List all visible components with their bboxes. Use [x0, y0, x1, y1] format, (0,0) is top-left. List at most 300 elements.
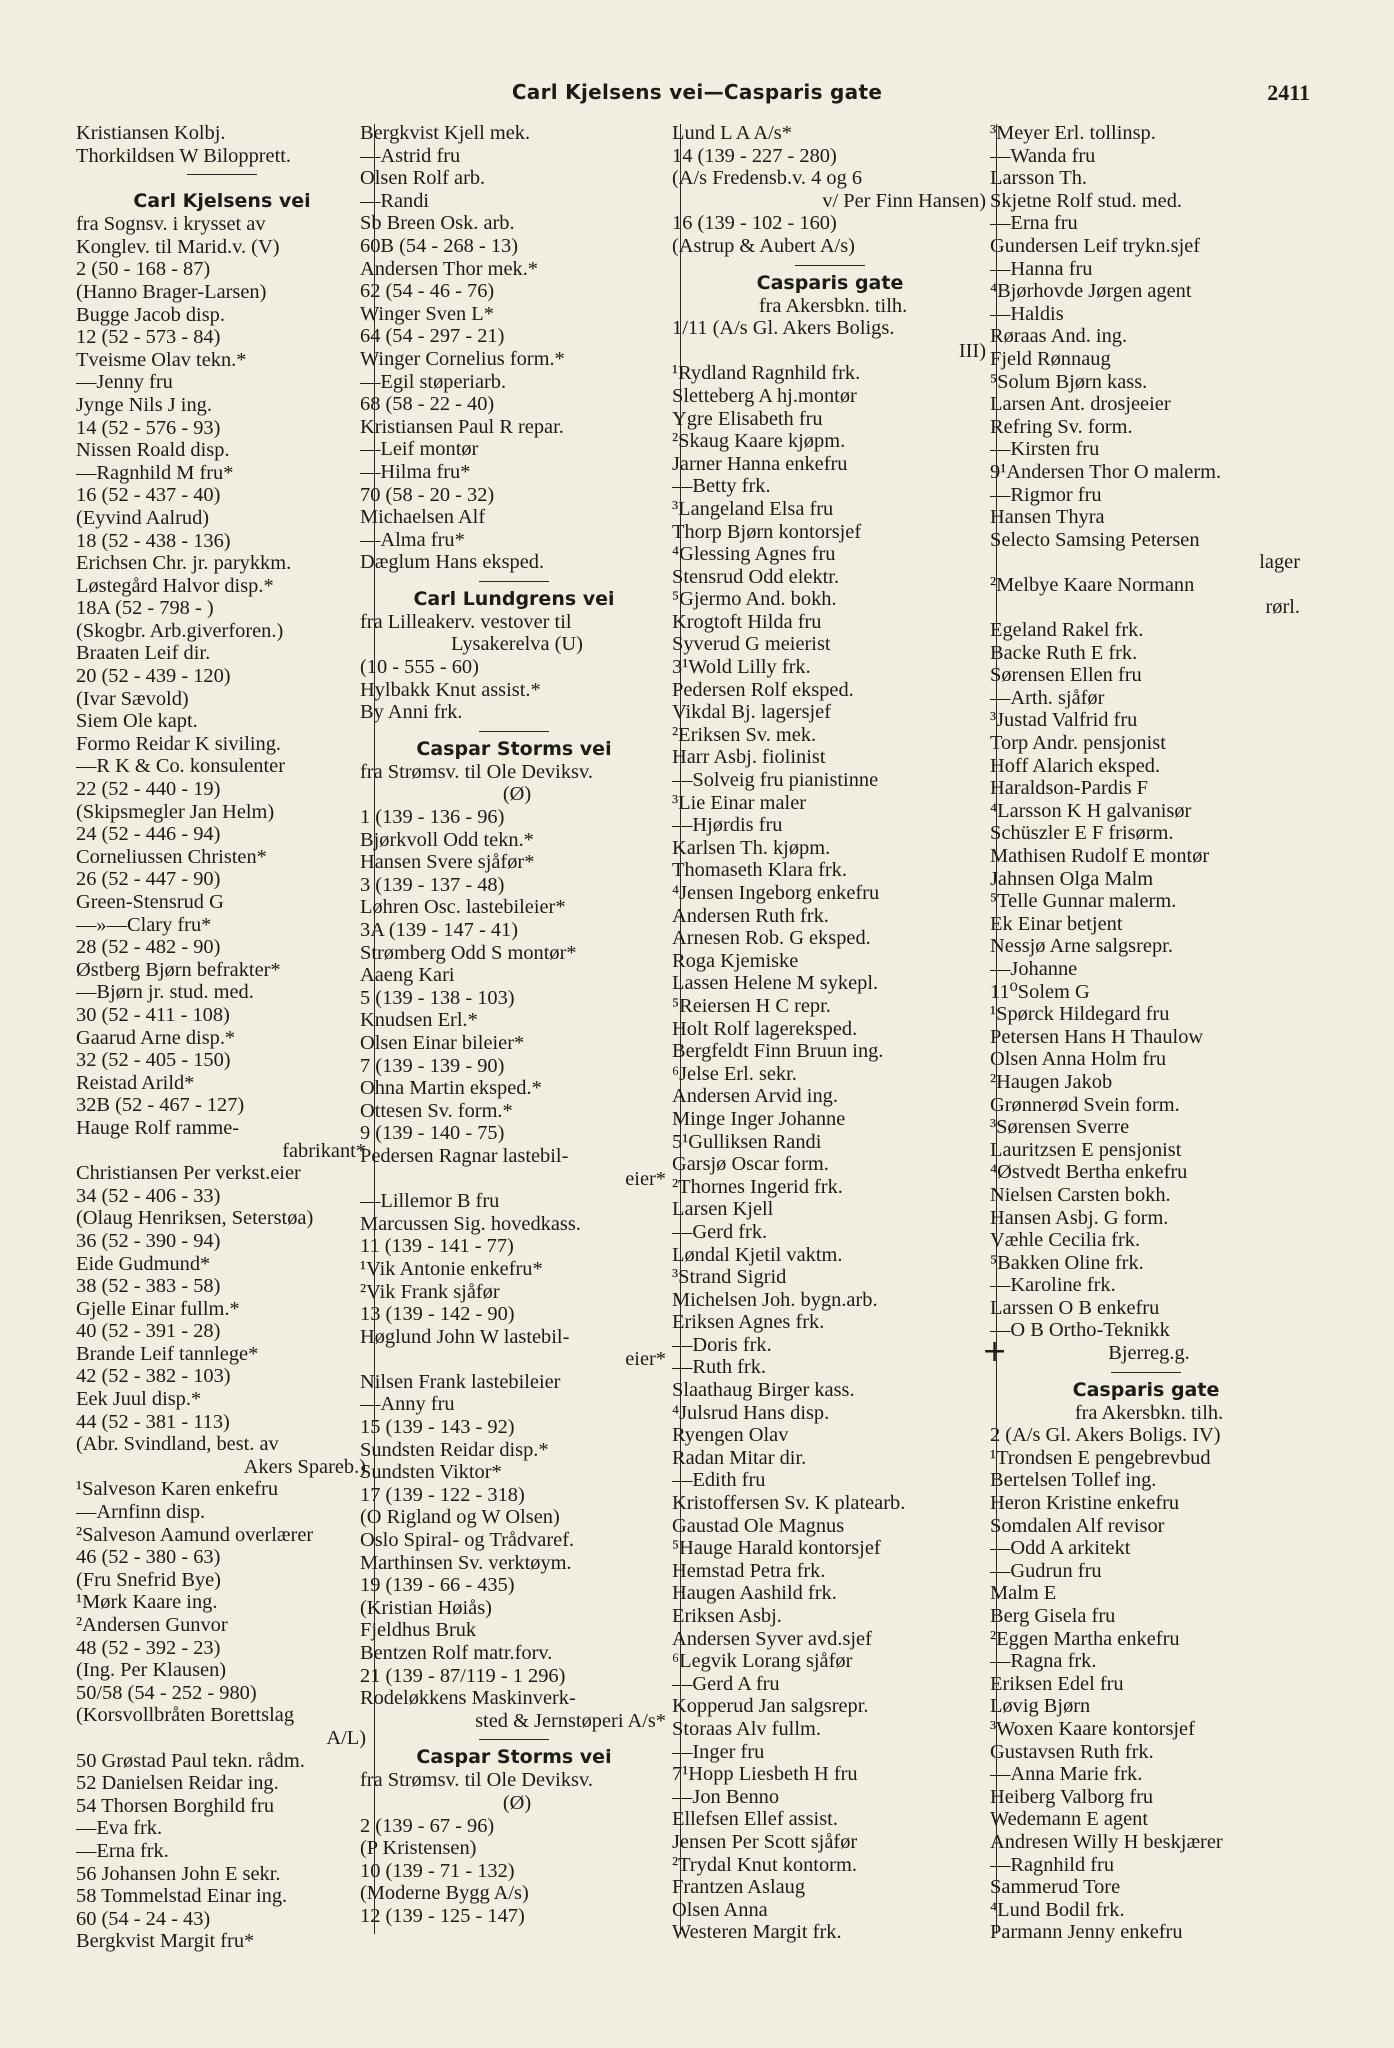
directory-entry: 2 (50 - 168 - 87) [76, 258, 211, 281]
directory-entry: ¹Spørck Hildegard fru [990, 1003, 1170, 1026]
directory-entry: Bentzen Rolf matr.forv. [360, 1642, 553, 1664]
directory-entry: 48 (52 - 392 - 23) [76, 1636, 221, 1659]
directory-entry: Ohna Martin eksped.* [360, 1077, 542, 1100]
directory-entry: 54 Thorsen Borghild fru [76, 1794, 275, 1817]
directory-entry: 62 (54 - 46 - 76) [360, 280, 495, 303]
directory-entry: 18A (52 - 798 - ) [76, 597, 214, 620]
directory-entry: (Korsvollbråten Borettslag [76, 1704, 295, 1727]
directory-entry: —Gerd frk. [672, 1220, 768, 1243]
directory-entry: ²Trydal Knut kontorm. [672, 1853, 857, 1876]
directory-entry: Hemstad Petra frk. [672, 1559, 826, 1582]
directory-entry: Strømberg Odd S montør* [360, 941, 577, 964]
directory-entry: Lassen Helene M sykepl. [672, 972, 879, 995]
directory-entry: eier* [625, 1348, 666, 1371]
directory-entry: Thomaseth Klara frk. [672, 859, 847, 882]
directory-entry: —Ragnhild M fru* [76, 461, 234, 484]
directory-entry: —Arth. sjåfør [990, 686, 1105, 709]
directory-entry: Grønnerød Svein form. [990, 1093, 1180, 1116]
directory-entry: —Gudrun fru [990, 1559, 1102, 1582]
directory-entry: —Hilma fru* [360, 460, 471, 483]
directory-entry: Syverud G meierist [672, 633, 831, 656]
directory-entry: ¹Vik Antonie enkefru* [360, 1257, 543, 1280]
directory-entry: 11 (139 - 141 - 77) [360, 1235, 514, 1258]
directory-entry: Skjetne Rolf stud. med. [990, 189, 1182, 212]
directory-entry: fabrikant* [282, 1139, 366, 1162]
directory-entry: (Astrup & Aubert A/s) [672, 234, 855, 257]
directory-entry: Konglev. til Marid.v. (V) [76, 235, 280, 258]
directory-entry: ²Eggen Martha enkefru [990, 1627, 1180, 1650]
directory-entry: Wedemann E agent [990, 1808, 1149, 1831]
page-number: 2411 [1267, 80, 1310, 105]
directory-entry: Væhle Cecilia frk. [990, 1229, 1141, 1252]
directory-entry: Lund L A A/s* [672, 122, 792, 144]
running-head [0, 78, 1394, 112]
directory-entry: 5 (139 - 138 - 103) [360, 986, 515, 1009]
directory-entry: —Lillemor B fru [360, 1190, 500, 1213]
directory-entry: 1/11 (A/s Gl. Akers Boligs. [672, 317, 895, 340]
directory-entry: Lauritzsen E pensjonist [990, 1138, 1182, 1161]
directory-entry: lager [1259, 551, 1300, 574]
directory-entry: Vikdal Bj. lagersjef [672, 701, 832, 724]
directory-entry: Olsen Anna Holm fru [990, 1048, 1167, 1071]
directory-entry: 38 (52 - 383 - 58) [76, 1275, 221, 1298]
directory-entry: Thorkildsen W Bilopprett. [76, 144, 292, 167]
directory-entry: Bjørkvoll Odd tekn.* [360, 828, 534, 851]
directory-entry: Hansen Thyra [990, 506, 1105, 529]
directory-entry: 34 (52 - 406 - 33) [76, 1184, 221, 1207]
directory-entry: Heron Kristine enkefru [990, 1492, 1180, 1515]
directory-entry: fra Sognsv. i krysset av [76, 213, 266, 236]
section-divider [187, 174, 257, 175]
directory-entry: ²Melbye Kaare Normann [990, 573, 1195, 596]
directory-entry: Winger Sven L* [360, 302, 494, 325]
directory-entry: ⁴Lund Bodil frk. [990, 1898, 1125, 1921]
directory-entry: —Solveig fru pianistinne [672, 769, 879, 792]
directory-entry: Haraldson-Pardis F [990, 777, 1149, 800]
directory-entry: Marthinsen Sv. verktøym. [360, 1551, 572, 1574]
directory-entry: 46 (52 - 380 - 63) [76, 1546, 221, 1569]
directory-entry: A/L) [326, 1726, 366, 1749]
directory-entry: 58 Tommelstad Einar ing. [76, 1885, 288, 1908]
directory-entry: Kopperud Jan salgsrepr. [672, 1695, 869, 1718]
directory-entry: —Anny fru [360, 1393, 455, 1416]
directory-entry: Petersen Hans H Thaulow [990, 1025, 1204, 1048]
directory-entry: 14 (52 - 576 - 93) [76, 416, 221, 439]
section-divider [479, 1739, 549, 1740]
directory-entry: —Hjørdis fru [672, 814, 783, 837]
directory-entry: —Ruth frk. [672, 1356, 767, 1379]
directory-entry: ²Vik Frank sjåfør [360, 1280, 500, 1303]
directory-entry: v/ Per Finn Hansen) [822, 189, 986, 212]
directory-entry: ¹Mørk Kaare ing. [76, 1591, 218, 1614]
directory-entry: Dæglum Hans eksped. [360, 551, 545, 574]
directory-entry: Gaarud Arne disp.* [76, 1026, 236, 1049]
directory-entry: Braaten Leif dir. [76, 642, 211, 665]
directory-entry: 52 Danielsen Reidar ing. [76, 1772, 279, 1795]
directory-entry: 21 (139 - 87/119 - 1 296) [360, 1664, 566, 1687]
directory-entry: —Eva frk. [76, 1817, 163, 1840]
directory-entry: 12 (139 - 125 - 147) [360, 1904, 525, 1927]
directory-entry: 32 (52 - 405 - 150) [76, 1049, 231, 1072]
directory-entry: —Erna fru [990, 212, 1078, 235]
directory-entry: —Leif montør [360, 438, 479, 461]
directory-entry: 14 (139 - 227 - 280) [672, 144, 837, 167]
directory-entry: Somdalen Alf revisor [990, 1514, 1165, 1537]
directory-entry: 18 (52 - 438 - 136) [76, 529, 231, 552]
directory-entry: ³Lie Einar maler [672, 791, 807, 814]
directory-entry: Eek Juul disp.* [76, 1388, 202, 1411]
directory-entry: 19 (139 - 66 - 435) [360, 1574, 515, 1597]
directory-entry: Løstegård Halvor disp.* [76, 574, 274, 597]
directory-entry: (Ivar Sævold) [76, 687, 189, 710]
directory-entry: 28 (52 - 482 - 90) [76, 936, 221, 959]
directory-entry: 16 (52 - 437 - 40) [76, 484, 221, 507]
directory-entry: Larsson Th. [990, 167, 1088, 190]
directory-entry: (P Kristensen) [360, 1837, 477, 1860]
directory-entry: Reistad Arild* [76, 1071, 195, 1094]
directory-entry: Kristoffersen Sv. K platearb. [672, 1492, 906, 1515]
directory-entry: Høglund John W lastebil- [360, 1325, 570, 1348]
directory-entry: —Gerd A fru [672, 1672, 780, 1695]
directory-entry: eier* [625, 1167, 666, 1190]
directory-entry: Slaathaug Birger kass. [672, 1379, 855, 1402]
directory-entry: Thorp Bjørn kontorsjef [672, 520, 862, 543]
directory-entry: Storaas Alv fullm. [672, 1717, 821, 1740]
directory-entry: Østberg Bjørn befrakter* [76, 958, 281, 981]
directory-entry: (Olaug Henriksen, Seterstøa) [76, 1207, 314, 1230]
directory-entry: Brande Leif tannlege* [76, 1342, 259, 1365]
directory-entry: Ottesen Sv. form.* [360, 1099, 513, 1122]
directory-entry: 7 (139 - 139 - 90) [360, 1054, 505, 1077]
directory-entry: Løhren Osc. lastebileier* [360, 896, 566, 919]
directory-entry: (Abr. Svindland, best. av [76, 1433, 279, 1456]
directory-entry: —Rigmor fru [990, 483, 1102, 506]
directory-entry: (Ø) [502, 1791, 532, 1814]
directory-entry: 60 (54 - 24 - 43) [76, 1907, 211, 1930]
directory-entry: Marcussen Sig. hovedkass. [360, 1212, 581, 1235]
directory-entry: 11⁰Solem G [990, 980, 1090, 1003]
directory-entry: 22 (52 - 440 - 19) [76, 778, 221, 801]
directory-entry: Larsen Ant. drosjeeier [990, 393, 1171, 416]
directory-entry: 3 (139 - 137 - 48) [360, 873, 505, 896]
directory-entry: Jahnsen Olga Malm [990, 867, 1154, 890]
directory-entry: Bergkvist Margit fru* [76, 1930, 255, 1953]
directory-entry: Andersen Syver avd.sjef [672, 1627, 872, 1650]
directory-entry: ⁴Larsson K H galvanisør [990, 799, 1192, 822]
directory-entry: 7¹Hopp Liesbeth H fru [672, 1763, 858, 1786]
directory-entry: ⁶Legvik Lorang sjåfør [672, 1650, 853, 1673]
directory-entry: (Skipsmegler Jan Helm) [76, 800, 275, 823]
directory-entry: Gustavsen Ruth frk. [990, 1740, 1154, 1763]
directory-entry: Pedersen Rolf eksped. [672, 678, 854, 701]
directory-entry: —Wanda fru [990, 144, 1096, 167]
directory-entry: Løndal Kjetil vaktm. [672, 1243, 843, 1266]
directory-entry: ¹Salveson Karen enkefru [76, 1478, 279, 1501]
directory-entry: —Betty frk. [672, 475, 771, 498]
directory-entry: 12 (52 - 573 - 84) [76, 326, 221, 349]
directory-entry: Larsen Kjell [672, 1198, 774, 1221]
directory-entry: (A/s Fredensb.v. 4 og 6 [672, 167, 863, 190]
directory-entry: 16 (139 - 102 - 160) [672, 212, 837, 235]
directory-entry: 5¹Gulliksen Randi [672, 1130, 822, 1153]
directory-entry: Olsen Rolf arb. [360, 167, 486, 190]
directory-entry: Formo Reidar K siviling. [76, 732, 282, 755]
directory-entry: Hansen Asbj. G form. [990, 1206, 1169, 1229]
directory-entry: Rodeløkkens Maskinverk- [360, 1687, 576, 1710]
directory-entry: Westeren Margit frk. [672, 1921, 842, 1944]
directory-entry: Ygre Elisabeth fru [672, 407, 823, 430]
directory-entry: Jarner Hanna enkefru [672, 452, 848, 475]
directory-entry: ⁵Hauge Harald kontorsjef [672, 1537, 881, 1560]
directory-entry: Jensen Per Scott sjåfør [672, 1830, 858, 1853]
directory-entry: Eriksen Asbj. [672, 1605, 782, 1627]
directory-entry: Haugen Aashild frk. [672, 1582, 837, 1605]
directory-entry: 56 Johansen John E sekr. [76, 1862, 281, 1885]
directory-entry: Winger Cornelius form.* [360, 347, 565, 370]
directory-entry: Bertelsen Tollef ing. [990, 1469, 1157, 1492]
directory-entry: 44 (52 - 381 - 113) [76, 1410, 230, 1433]
directory-entry: ²Salveson Aamund overlærer [76, 1523, 314, 1546]
directory-entry: fra Akersbkn. tilh. [758, 294, 908, 317]
directory-entry: 40 (52 - 391 - 28) [76, 1320, 221, 1343]
directory-entry: Malm E [990, 1582, 1057, 1605]
directory-entry: —Inger fru [672, 1740, 765, 1763]
directory-entry: 70 (58 - 20 - 32) [360, 483, 495, 506]
directory-entry: (Eyvind Aalrud) [76, 506, 210, 529]
directory-entry: Gundersen Leif trykn.sjef [990, 234, 1201, 257]
directory-entry: 50/58 (54 - 252 - 980) [76, 1681, 257, 1704]
directory-entry: Corneliussen Christen* [76, 845, 267, 868]
directory-entry: —Kirsten fru [990, 438, 1100, 461]
directory-entry: —R K & Co. konsulenter [76, 755, 285, 778]
section-divider [1111, 1372, 1181, 1373]
directory-entry: Sørensen Ellen fru [990, 664, 1142, 687]
directory-entry: Olsen Einar bileier* [360, 1031, 525, 1054]
directory-entry: ³Woxen Kaare kontorsjef [990, 1717, 1195, 1740]
directory-entry: 32B (52 - 467 - 127) [76, 1094, 245, 1117]
directory-entry: Kristiansen Paul R repar. [360, 415, 564, 438]
directory-entry: 68 (58 - 22 - 40) [360, 393, 495, 416]
directory-entry: Hylbakk Knut assist.* [360, 678, 541, 701]
directory-entry: Roga Kjemiske [672, 949, 799, 972]
page-title: Carl Kjelsens vei—Casparis gate [511, 80, 883, 104]
directory-entry: Nissen Roald disp. [76, 439, 230, 462]
section-divider [795, 265, 865, 266]
directory-entry: Bjerreg.g. [1108, 1342, 1190, 1365]
directory-entry: ³Justad Valfrid fru [990, 709, 1138, 732]
directory-entry: —Hanna fru [990, 257, 1093, 280]
directory-entry: 3¹Wold Lilly frk. [672, 656, 811, 679]
directory-entry: Siem Ole kapt. [76, 710, 198, 733]
directory-entry: —Haldis [990, 302, 1064, 325]
directory-entry: Larssen O B enkefru [990, 1296, 1160, 1319]
directory-entry: ³Strand Sigrid [672, 1266, 787, 1289]
street-heading: Casparis gate [756, 271, 904, 294]
directory-entry: Eriksen Agnes frk. [672, 1311, 825, 1334]
directory-entry: —Astrid fru [360, 144, 461, 167]
directory-entry: ²Thornes Ingerid frk. [672, 1175, 843, 1198]
directory-entry: ²Andersen Gunvor [76, 1614, 228, 1636]
directory-entry: ⁴Jensen Ingeborg enkefru [672, 882, 880, 904]
directory-entry: Christiansen Per verkst.eier [76, 1162, 301, 1185]
directory-entry: Fjeld Rønnaug [990, 347, 1111, 370]
directory-entry: 42 (52 - 382 - 103) [76, 1365, 231, 1388]
directory-entry: Refring Sv. form. [990, 415, 1133, 438]
directory-entry: ⁶Jelse Erl. sekr. [672, 1062, 797, 1085]
directory-entry: Fjeldhus Bruk [360, 1619, 477, 1642]
directory-entry: (Kristian Høiås) [360, 1596, 492, 1619]
directory-entry: Oslo Spiral- og Trådvaref. [360, 1529, 575, 1552]
directory-entry: (10 - 555 - 60) [360, 656, 479, 679]
directory-entry: Sammerud Tore [990, 1876, 1121, 1899]
directory-entry: Bugge Jacob disp. [76, 303, 225, 326]
directory-entry: Berg Gisela fru [990, 1605, 1116, 1627]
directory-entry: Knudsen Erl.* [360, 1009, 478, 1032]
directory-entry: 26 (52 - 447 - 90) [76, 868, 221, 891]
directory-entry: —Ragna frk. [990, 1650, 1097, 1673]
directory-entry: Gjelle Einar fullm.* [76, 1297, 240, 1320]
directory-entry: ⁵Gjermo And. bokh. [672, 588, 837, 611]
directory-entry: Holt Rolf lagereksped. [672, 1017, 858, 1040]
directory-entry: —Randi [360, 189, 430, 212]
directory-entry: Parmann Jenny enkefru [990, 1921, 1183, 1944]
directory-entry: —Edith fru [672, 1469, 766, 1492]
directory-entry: —Johanne [990, 957, 1078, 980]
directory-entry: 24 (52 - 446 - 94) [76, 823, 221, 846]
directory-entry: Røraas And. ing. [990, 325, 1128, 348]
directory-entry: Michaelsen Alf [360, 506, 486, 529]
directory-entry: ¹Trondsen E pengebrevbud [990, 1446, 1211, 1469]
directory-entry: ⁵Telle Gunnar malerm. [990, 890, 1177, 913]
directory-entry: Harr Asbj. fiolinist [672, 746, 826, 769]
directory-entry: (Skogbr. Arb.giverforen.) [76, 619, 284, 642]
directory-entry: (Moderne Bygg A/s) [360, 1882, 529, 1905]
directory-entry: 13 (139 - 142 - 90) [360, 1303, 515, 1326]
directory-entry: Backe Ruth E frk. [990, 641, 1138, 664]
directory-entry: 64 (54 - 297 - 21) [360, 325, 505, 348]
directory-entry: Eriksen Edel fru [990, 1672, 1124, 1695]
directory-entry: —O B Ortho-Teknikk [990, 1319, 1170, 1342]
directory-entry: ³Langeland Elsa fru [672, 497, 834, 520]
directory-entry: ⁴Julsrud Hans disp. [672, 1401, 830, 1424]
directory-entry: Løvig Bjørn [990, 1695, 1091, 1718]
margin-cross-mark: + [982, 1334, 1008, 1369]
directory-entry: Tveisme Olav tekn.* [76, 348, 247, 371]
directory-entry: ⁵Reiersen H C repr. [672, 994, 831, 1017]
directory-entry: Hansen Svere sjåfør* [360, 851, 535, 874]
directory-entry: Andersen Arvid ing. [672, 1085, 838, 1108]
directory-entry: Selecto Samsing Petersen [990, 528, 1200, 551]
directory-entry: sted & Jernstøperi A/s* [475, 1709, 666, 1732]
directory-entry: Ek Einar betjent [990, 912, 1123, 935]
directory-entry: —Jenny fru [76, 371, 173, 394]
directory-entry: ⁴Østvedt Bertha enkefru [990, 1161, 1188, 1184]
directory-entry: 36 (52 - 390 - 94) [76, 1229, 221, 1252]
directory-entry: III) [958, 339, 986, 362]
directory-entry: —Arnfinn disp. [76, 1501, 206, 1524]
directory-entry: 9 (139 - 140 - 75) [360, 1122, 505, 1145]
directory-entry: ²Eriksen Sv. mek. [672, 723, 817, 746]
directory-entry: fra Strømsv. til Ole Deviksv. [360, 760, 593, 783]
directory-entry: By Anni frk. [360, 701, 463, 724]
directory-entry: Andersen Thor mek.* [360, 257, 538, 280]
directory-entry: Krogtoft Hilda fru [672, 610, 822, 633]
directory-entry: 60B (54 - 268 - 13) [360, 234, 519, 257]
directory-entry: 3A (139 - 147 - 41) [360, 919, 519, 941]
directory-entry: ³Meyer Erl. tollinsp. [990, 122, 1156, 144]
column-3 [672, 122, 988, 2012]
directory-entry: ⁵Solum Bjørn kass. [990, 370, 1148, 393]
directory-entry: 20 (52 - 439 - 120) [76, 665, 231, 688]
directory-entry: Heiberg Valborg fru [990, 1785, 1154, 1808]
directory-entry: 2 (A/s Gl. Akers Boligs. IV) [990, 1424, 1221, 1447]
directory-entry: —Odd A arkitekt [990, 1537, 1131, 1560]
directory-entry: Aaeng Kari [360, 964, 455, 987]
directory-entry: 50 Grøstad Paul tekn. rådm. [76, 1749, 305, 1772]
directory-entry: (Ing. Per Klausen) [76, 1659, 227, 1682]
directory-entry: Bergfeldt Finn Bruun ing. [672, 1040, 884, 1063]
directory-entry: —»—Clary fru* [76, 913, 212, 936]
directory-entry: Garsjø Oscar form. [672, 1153, 829, 1176]
directory-entry: Schüszler E F frisørm. [990, 822, 1174, 845]
directory-entry: Erichsen Chr. jr. parykkm. [76, 552, 292, 575]
directory-entry: ⁴Glessing Agnes fru [672, 543, 836, 566]
directory-entry: Sundsten Reidar disp.* [360, 1438, 549, 1461]
directory-entry: Nielsen Carsten bokh. [990, 1183, 1171, 1206]
directory-entry: Mathisen Rudolf E montør [990, 845, 1210, 867]
directory-entry: Lysakerelva (U) [451, 633, 583, 656]
directory-entry: —Erna frk. [76, 1839, 169, 1862]
directory-entry: 2 (139 - 67 - 96) [360, 1814, 495, 1837]
directory-entry: Andersen Ruth frk. [672, 904, 829, 927]
directory-entry: 17 (139 - 122 - 318) [360, 1483, 525, 1506]
directory-entry: —Doris frk. [672, 1333, 772, 1356]
directory-entry: Green-Stensrud G [76, 891, 224, 913]
section-divider [479, 581, 549, 582]
directory-entry: Sb Breen Osk. arb. [360, 212, 515, 235]
directory-entry: Karlsen Th. kjøpm. [672, 836, 831, 859]
directory-entry: ³Sørensen Sverre [990, 1116, 1130, 1139]
directory-entry: Jynge Nils J ing. [76, 393, 212, 416]
directory-entry: Frantzen Aslaug [672, 1876, 806, 1899]
column-2 [360, 122, 668, 2012]
directory-entry: (O Rigland og W Olsen) [360, 1506, 560, 1529]
directory-entry: Radan Mitar dir. [672, 1446, 807, 1469]
directory-entry: 15 (139 - 143 - 92) [360, 1416, 515, 1439]
directory-entry: 1 (139 - 136 - 96) [360, 806, 505, 829]
directory-entry: —Egil støperiarb. [360, 370, 507, 393]
directory-entry: —Alma fru* [360, 528, 465, 551]
street-heading: Carl Lundgrens vei [413, 587, 615, 610]
directory-entry: ²Haugen Jakob [990, 1070, 1113, 1093]
directory-entry: (Ø) [502, 783, 532, 806]
directory-entry: Egeland Rakel frk. [990, 619, 1144, 642]
directory-entry: ¹Rydland Ragnhild frk. [672, 362, 861, 385]
street-heading: Casparis gate [1072, 1378, 1220, 1401]
directory-entry: 30 (52 - 411 - 108) [76, 1003, 230, 1026]
directory-entry: —Jon Benno [672, 1785, 780, 1808]
directory-entry: Bergkvist Kjell mek. [360, 122, 531, 144]
directory-entry: fra Akersbkn. tilh. [1074, 1401, 1224, 1424]
directory-entry: Michelsen Joh. bygn.arb. [672, 1288, 878, 1311]
street-heading: Caspar Storms vei [416, 1746, 612, 1769]
directory-entry: Nilsen Frank lastebileier [360, 1370, 561, 1393]
directory-entry: —Ragnhild fru [990, 1853, 1115, 1876]
directory-entry: Ellefsen Ellef assist. [672, 1808, 838, 1831]
directory-entry: fra Lilleakerv. vestover til [360, 610, 572, 633]
directory-entry: fra Strømsv. til Ole Deviksv. [360, 1769, 593, 1792]
directory-entry: Sundsten Viktor* [360, 1461, 502, 1484]
